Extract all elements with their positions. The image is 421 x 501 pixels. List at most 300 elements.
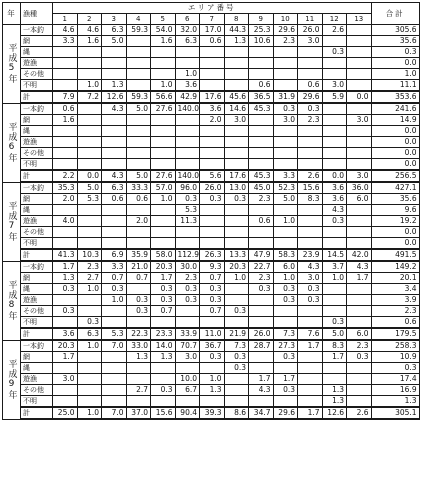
value-cell (175, 58, 200, 69)
value-cell: 3.6 (200, 103, 225, 115)
table-row (3, 80, 420, 92)
value-cell: 1.7 (53, 352, 78, 363)
value-cell (347, 69, 372, 80)
value-cell: 2.6 (322, 25, 347, 36)
value-cell: 0.0 (322, 170, 347, 182)
value-cell (347, 126, 372, 137)
value-cell (151, 159, 176, 171)
value-cell (151, 115, 176, 126)
value-cell (77, 295, 102, 306)
area-number: 10 (273, 14, 298, 25)
value-cell (126, 227, 151, 238)
value-cell: 7.3 (273, 328, 298, 340)
value-cell: 21.0 (126, 261, 151, 273)
total-cell: 0.0 (371, 148, 419, 159)
value-cell (102, 352, 127, 363)
value-cell: 112.9 (175, 249, 200, 261)
area-header: エリア番号 (53, 3, 372, 14)
value-cell: 1.7 (249, 374, 274, 385)
value-cell (77, 306, 102, 317)
table-row (3, 396, 420, 408)
value-cell: 59.3 (126, 25, 151, 36)
value-cell: 31.9 (273, 91, 298, 103)
value-cell: 1.7 (298, 340, 323, 352)
value-cell: 0.3 (224, 306, 249, 317)
total-cell: 9.6 (371, 205, 419, 216)
value-cell: 0.0 (347, 91, 372, 103)
value-cell (102, 58, 127, 69)
value-cell (224, 80, 249, 92)
value-cell (249, 126, 274, 137)
value-cell: 0.3 (273, 352, 298, 363)
value-cell (175, 317, 200, 329)
value-cell: 1.7 (273, 374, 298, 385)
value-cell: 1.7 (322, 352, 347, 363)
value-cell (322, 58, 347, 69)
value-cell (273, 47, 298, 58)
value-cell: 90.4 (175, 407, 200, 419)
value-cell: 0.6 (249, 216, 274, 227)
value-cell (102, 238, 127, 250)
value-cell (298, 238, 323, 250)
value-cell (249, 205, 274, 216)
table-row (3, 216, 420, 227)
value-cell: 140.0 (175, 170, 200, 182)
value-cell (53, 238, 78, 250)
value-cell (126, 58, 151, 69)
kind-cell: 一本釣 (21, 25, 53, 36)
value-cell: 14.6 (224, 103, 249, 115)
value-cell (322, 238, 347, 250)
value-cell (224, 385, 249, 396)
value-cell: 0.3 (273, 295, 298, 306)
value-cell (77, 103, 102, 115)
value-cell: 0.7 (126, 273, 151, 284)
value-cell (298, 205, 323, 216)
kind-cell: 縄 (21, 126, 53, 137)
value-cell (53, 396, 78, 408)
kind-cell: その他 (21, 227, 53, 238)
kind-cell: 計 (21, 407, 53, 419)
value-cell (224, 284, 249, 295)
value-cell (322, 363, 347, 374)
value-cell: 0.3 (151, 284, 176, 295)
kind-cell: 網 (21, 273, 53, 284)
value-cell: 7.2 (77, 91, 102, 103)
total-cell: 17.4 (371, 374, 419, 385)
value-cell (298, 374, 323, 385)
kind-cell: 網 (21, 115, 53, 126)
value-cell (224, 374, 249, 385)
value-cell: 26.0 (200, 182, 225, 194)
kind-cell: 計 (21, 249, 53, 261)
value-cell (102, 148, 127, 159)
value-cell (200, 317, 225, 329)
value-cell (175, 363, 200, 374)
value-cell (249, 69, 274, 80)
area-number: 2 (77, 14, 102, 25)
value-cell (298, 216, 323, 227)
value-cell (102, 47, 127, 58)
value-cell: 26.3 (200, 249, 225, 261)
value-cell (126, 317, 151, 329)
value-cell (347, 80, 372, 92)
kind-cell: 遊漁 (21, 295, 53, 306)
kind-cell: 一本釣 (21, 261, 53, 273)
value-cell: 0.3 (102, 284, 127, 295)
value-cell: 0.0 (77, 170, 102, 182)
sum-row (3, 328, 420, 340)
value-cell: 47.9 (249, 249, 274, 261)
value-cell (224, 205, 249, 216)
value-cell: 10.3 (77, 249, 102, 261)
value-cell: 0.7 (102, 273, 127, 284)
value-cell: 1.0 (273, 273, 298, 284)
value-cell (249, 137, 274, 148)
area-number: 9 (249, 14, 274, 25)
value-cell (200, 363, 225, 374)
value-cell: 1.0 (224, 273, 249, 284)
value-cell: 1.0 (77, 80, 102, 92)
value-cell (224, 396, 249, 408)
value-cell (347, 363, 372, 374)
value-cell (151, 148, 176, 159)
total-cell: 427.1 (371, 182, 419, 194)
value-cell: 17.0 (200, 25, 225, 36)
value-cell (224, 47, 249, 58)
value-cell (322, 115, 347, 126)
value-cell (347, 295, 372, 306)
value-cell (102, 374, 127, 385)
value-cell: 44.3 (224, 25, 249, 36)
value-cell: 2.3 (77, 261, 102, 273)
value-cell (298, 137, 323, 148)
total-cell: 258.3 (371, 340, 419, 352)
value-cell (322, 159, 347, 171)
value-cell: 32.0 (175, 25, 200, 36)
value-cell (347, 159, 372, 171)
value-cell (77, 115, 102, 126)
value-cell (347, 306, 372, 317)
value-cell (224, 58, 249, 69)
value-cell (249, 47, 274, 58)
value-cell: 30.0 (175, 261, 200, 273)
value-cell (347, 148, 372, 159)
value-cell: 5.3 (175, 205, 200, 216)
value-cell (175, 126, 200, 137)
value-cell (151, 205, 176, 216)
value-cell: 3.6 (322, 194, 347, 205)
catch-by-area-table (2, 2, 420, 420)
value-cell: 29.6 (298, 91, 323, 103)
kind-cell: 計 (21, 91, 53, 103)
value-cell (347, 396, 372, 408)
value-cell (77, 374, 102, 385)
value-cell (249, 363, 274, 374)
value-cell: 1.7 (347, 273, 372, 284)
value-cell: 7.3 (224, 340, 249, 352)
value-cell: 13.0 (224, 182, 249, 194)
total-cell: 0.0 (371, 137, 419, 148)
sum-row (3, 170, 420, 182)
value-cell: 4.3 (347, 261, 372, 273)
value-cell (249, 227, 274, 238)
value-cell: 0.3 (224, 194, 249, 205)
value-cell: 6.3 (102, 182, 127, 194)
value-cell: 0.3 (175, 194, 200, 205)
value-cell (102, 227, 127, 238)
value-cell (249, 396, 274, 408)
value-cell (175, 148, 200, 159)
year-header: 年 (3, 3, 21, 25)
kind-cell: 一本釣 (21, 340, 53, 352)
value-cell: 20.3 (224, 261, 249, 273)
value-cell: 27.6 (151, 170, 176, 182)
value-cell: 33.3 (126, 182, 151, 194)
value-cell (347, 227, 372, 238)
total-cell: 0.0 (371, 238, 419, 250)
value-cell (126, 363, 151, 374)
value-cell (298, 306, 323, 317)
value-cell (273, 238, 298, 250)
value-cell: 3.3 (102, 261, 127, 273)
area-number: 11 (298, 14, 323, 25)
value-cell (200, 205, 225, 216)
value-cell: 54.0 (151, 25, 176, 36)
value-cell: 10.0 (175, 374, 200, 385)
value-cell (322, 306, 347, 317)
value-cell: 58.0 (151, 249, 176, 261)
value-cell (200, 58, 225, 69)
value-cell: 6.0 (273, 261, 298, 273)
kind-cell: 計 (21, 170, 53, 182)
total-cell: 14.9 (371, 115, 419, 126)
total-cell: 0.6 (371, 317, 419, 329)
value-cell (298, 47, 323, 58)
value-cell (249, 317, 274, 329)
value-cell: 3.6 (322, 182, 347, 194)
value-cell: 12.6 (322, 407, 347, 419)
value-cell: 45.0 (249, 182, 274, 194)
value-cell: 2.3 (298, 115, 323, 126)
total-cell: 305.1 (371, 407, 419, 419)
total-cell: 35.6 (371, 194, 419, 205)
value-cell: 28.7 (249, 340, 274, 352)
year-cell: 平成7年 (3, 182, 21, 261)
value-cell (298, 385, 323, 396)
value-cell (322, 126, 347, 137)
value-cell (347, 47, 372, 58)
value-cell: 14.5 (322, 249, 347, 261)
value-cell: 140.0 (175, 103, 200, 115)
value-cell (126, 238, 151, 250)
value-cell: 26.0 (249, 328, 274, 340)
total-cell: 0.0 (371, 58, 419, 69)
value-cell: 2.3 (347, 340, 372, 352)
value-cell: 27.3 (273, 340, 298, 352)
value-cell: 36.7 (200, 340, 225, 352)
table-row (3, 363, 420, 374)
value-cell: 25.3 (249, 25, 274, 36)
value-cell: 0.7 (200, 306, 225, 317)
value-cell (249, 238, 274, 250)
value-cell: 0.3 (322, 47, 347, 58)
value-cell (322, 137, 347, 148)
value-cell (175, 227, 200, 238)
total-cell: 305.6 (371, 25, 419, 36)
value-cell: 15.6 (298, 182, 323, 194)
value-cell: 0.3 (322, 216, 347, 227)
value-cell (273, 159, 298, 171)
value-cell: 3.0 (347, 115, 372, 126)
value-cell: 45.6 (224, 91, 249, 103)
value-cell (347, 284, 372, 295)
value-cell: 7.0 (102, 407, 127, 419)
value-cell (175, 238, 200, 250)
value-cell (224, 137, 249, 148)
value-cell (53, 80, 78, 92)
value-cell (298, 148, 323, 159)
value-cell (249, 295, 274, 306)
value-cell: 0.6 (53, 103, 78, 115)
value-cell: 4.6 (53, 25, 78, 36)
value-cell: 29.6 (273, 407, 298, 419)
value-cell (347, 137, 372, 148)
area-number: 1 (53, 14, 78, 25)
value-cell: 0.3 (200, 194, 225, 205)
year-cell: 平成6年 (3, 103, 21, 182)
value-cell (53, 295, 78, 306)
table-row (3, 205, 420, 216)
value-cell: 21.9 (224, 328, 249, 340)
table-row (3, 295, 420, 306)
value-cell: 22.7 (249, 261, 274, 273)
value-cell (273, 58, 298, 69)
kind-cell: 網 (21, 36, 53, 47)
value-cell: 15.6 (151, 407, 176, 419)
value-cell: 0.3 (273, 103, 298, 115)
value-cell: 13.3 (224, 249, 249, 261)
value-cell: 3.0 (175, 352, 200, 363)
value-cell: 0.3 (224, 352, 249, 363)
value-cell: 6.7 (175, 385, 200, 396)
value-cell: 58.3 (273, 249, 298, 261)
value-cell: 33.9 (175, 328, 200, 340)
kind-cell: 遊漁 (21, 137, 53, 148)
total-cell: 149.2 (371, 261, 419, 273)
value-cell: 11.3 (175, 216, 200, 227)
value-cell (53, 126, 78, 137)
value-cell (347, 36, 372, 47)
value-cell: 1.6 (77, 36, 102, 47)
value-cell (175, 137, 200, 148)
value-cell (322, 374, 347, 385)
value-cell (53, 69, 78, 80)
value-cell (102, 126, 127, 137)
total-header: 合計 (371, 3, 419, 25)
value-cell (151, 396, 176, 408)
value-cell: 1.6 (53, 115, 78, 126)
value-cell: 2.6 (298, 170, 323, 182)
year-cell: 平成9年 (3, 340, 21, 419)
sum-row (3, 249, 420, 261)
value-cell: 0.3 (126, 295, 151, 306)
table-row (3, 25, 420, 36)
value-cell: 7.9 (53, 91, 78, 103)
kind-cell: 遊漁 (21, 58, 53, 69)
value-cell (126, 205, 151, 216)
total-cell: 179.5 (371, 328, 419, 340)
value-cell: 0.3 (200, 295, 225, 306)
value-cell (126, 115, 151, 126)
kind-cell: 一本釣 (21, 103, 53, 115)
value-cell: 0.3 (298, 284, 323, 295)
value-cell: 45.3 (249, 103, 274, 115)
value-cell: 1.3 (322, 385, 347, 396)
kind-cell: 不明 (21, 159, 53, 171)
area-number: 8 (224, 14, 249, 25)
value-cell: 0.3 (77, 317, 102, 329)
value-cell: 4.6 (77, 25, 102, 36)
value-cell (273, 306, 298, 317)
value-cell (200, 69, 225, 80)
value-cell: 1.3 (224, 36, 249, 47)
value-cell: 20.3 (53, 340, 78, 352)
value-cell: 1.0 (77, 407, 102, 419)
value-cell: 6.0 (347, 194, 372, 205)
table-row (3, 374, 420, 385)
total-cell: 35.6 (371, 36, 419, 47)
value-cell: 4.3 (298, 261, 323, 273)
value-cell: 0.3 (53, 306, 78, 317)
value-cell: 4.3 (102, 103, 127, 115)
value-cell (200, 396, 225, 408)
table-row (3, 182, 420, 194)
table-row (3, 317, 420, 329)
value-cell (298, 352, 323, 363)
value-cell: 5.3 (77, 194, 102, 205)
value-cell (224, 295, 249, 306)
total-cell: 3.9 (371, 295, 419, 306)
value-cell (126, 284, 151, 295)
value-cell (151, 227, 176, 238)
table-row (3, 238, 420, 250)
value-cell: 0.6 (200, 36, 225, 47)
value-cell (273, 80, 298, 92)
value-cell (273, 317, 298, 329)
total-cell: 19.2 (371, 216, 419, 227)
value-cell: 0.6 (249, 80, 274, 92)
value-cell: 37.0 (126, 407, 151, 419)
value-cell (126, 47, 151, 58)
value-cell (347, 103, 372, 115)
value-cell (224, 69, 249, 80)
value-cell: 8.3 (322, 340, 347, 352)
value-cell: 5.0 (77, 182, 102, 194)
value-cell (77, 58, 102, 69)
value-cell: 2.3 (249, 194, 274, 205)
value-cell: 29.6 (273, 25, 298, 36)
value-cell (347, 205, 372, 216)
value-cell: 2.7 (126, 385, 151, 396)
value-cell: 7.6 (298, 328, 323, 340)
value-cell (200, 80, 225, 92)
value-cell: 0.3 (298, 103, 323, 115)
value-cell: 36.0 (347, 182, 372, 194)
value-cell: 1.0 (200, 374, 225, 385)
value-cell: 1.7 (151, 273, 176, 284)
kind-cell: 縄 (21, 284, 53, 295)
